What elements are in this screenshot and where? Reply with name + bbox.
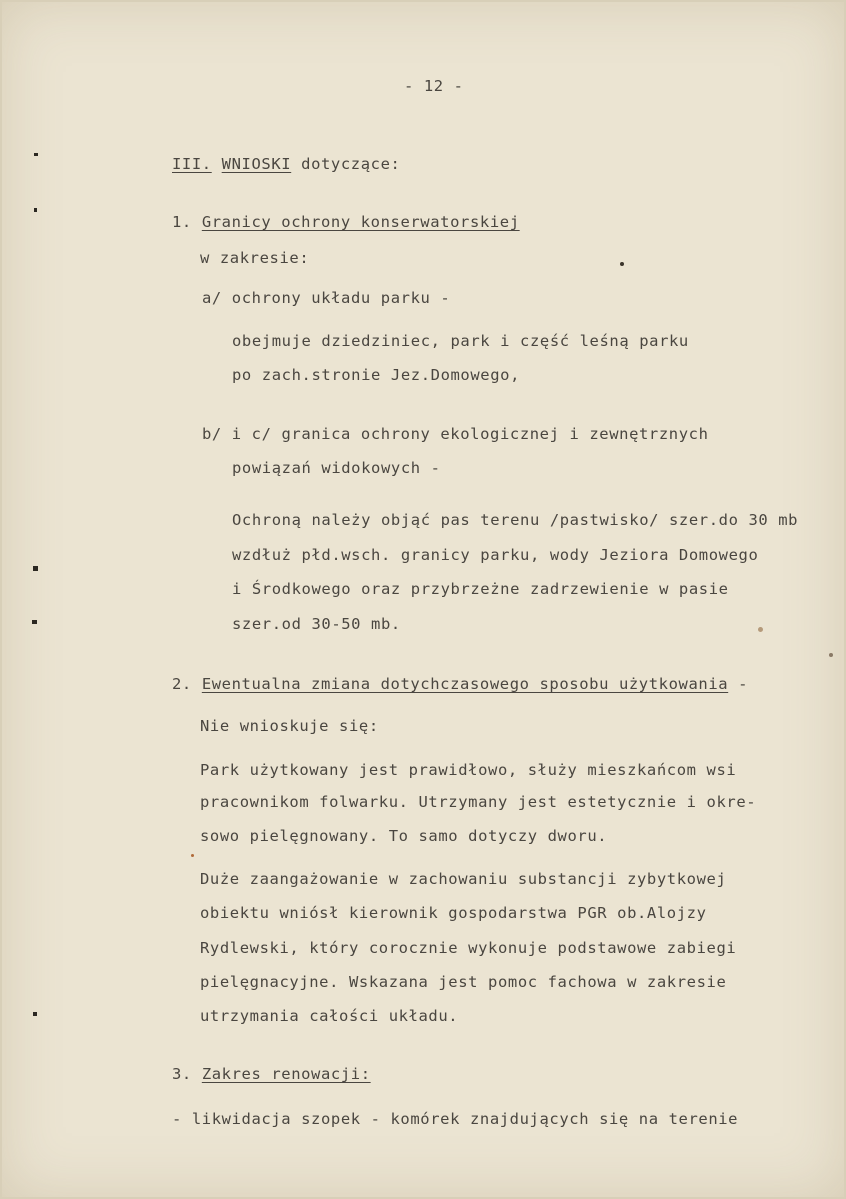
item-bc-body-line: i Środkowego oraz przybrzeżne zadrzewienie w pasie: [232, 580, 729, 598]
section2-dash: -: [738, 675, 749, 693]
item-a-line: obejmuje dziedziniec, park i część leśną parku: [232, 332, 689, 350]
punch-mark: [33, 1012, 37, 1016]
paper-speck: [758, 627, 763, 632]
page-number: - 12 -: [404, 77, 464, 95]
item-bc-body-line: wzdłuż płd.wsch. granicy parku, wody Jeziora Domowego: [232, 546, 759, 564]
heading-numeral: III.: [172, 155, 212, 173]
paper-speck: [829, 653, 833, 657]
section2-number: 2.: [172, 675, 192, 693]
section2-paragraph-line: pielęgnacyjne. Wskazana jest pomoc fachowa w zakresie: [200, 973, 727, 991]
section1-number: 1.: [172, 213, 192, 231]
heading-label: WNIOSKI: [221, 155, 292, 173]
section2-paragraph-line: sowo pielęgnowany. To samo dotyczy dworu.: [200, 827, 608, 845]
section1-title: Granicy ochrony konserwatorskiej: [201, 213, 520, 231]
section3-title-row: [172, 1064, 371, 1084]
section2-paragraph-line: Rydlewski, który corocznie wykonuje podstawowe zabiegi: [200, 939, 737, 957]
section3-line: - likwidacja szopek - komórek znajdujących się na terenie: [172, 1110, 739, 1128]
section2-paragraph-line: Park użytkowany jest prawidłowo, służy mieszkańcom wsi: [200, 761, 737, 779]
section2-paragraph-line: utrzymania całości układu.: [200, 1007, 459, 1025]
item-a-line: po zach.stronie Jez.Domowego,: [232, 366, 521, 384]
section3-title: Zakres renowacji:: [201, 1065, 371, 1083]
paper-speck: [191, 854, 194, 857]
section2-paragraph-line: obiektu wniósł kierownik gospodarstwa PGR ob.Alojzy: [200, 904, 707, 922]
item-bc-line: powiązań widokowych -: [232, 459, 441, 477]
section2-paragraph-line: Duże zaangażowanie w zachowaniu substancji zybytkowej: [200, 870, 727, 888]
section3-number: 3.: [172, 1065, 192, 1083]
section2-title-row: [172, 674, 748, 694]
item-a-label: a/ ochrony układu parku -: [202, 289, 451, 307]
heading-rest: dotyczące:: [301, 155, 401, 173]
section2-title: Ewentualna zmiana dotychczasowego sposobu użytkowania: [201, 675, 729, 693]
punch-mark: [33, 566, 38, 571]
section-heading: [172, 154, 400, 174]
section1-subtitle: w zakresie:: [200, 249, 310, 267]
section2-subtitle: Nie wnioskuje się:: [200, 717, 379, 735]
punch-mark: [32, 620, 37, 624]
punch-mark: [34, 208, 37, 212]
item-bc-line: b/ i c/ granica ochrony ekologicznej i zewnętrznych: [202, 425, 709, 443]
punch-mark: [34, 153, 38, 156]
item-bc-body-line: Ochroną należy objąć pas terenu /pastwisko/ szer.do 30 mb: [232, 511, 799, 529]
item-bc-body-line: szer.od 30-50 mb.: [232, 615, 401, 633]
paper-speck: [620, 262, 624, 266]
section1-title-row: [172, 212, 520, 232]
section2-paragraph-line: pracownikom folwarku. Utrzymany jest estetycznie i okre-: [200, 793, 757, 811]
